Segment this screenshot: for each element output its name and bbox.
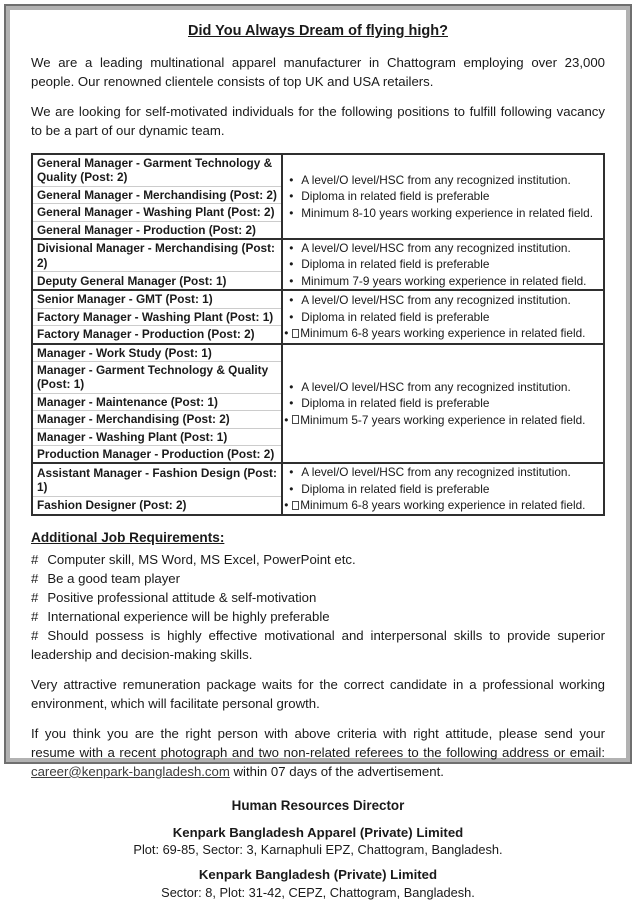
requirement-text: Minimum 6-8 years working experience in related field.: [300, 325, 603, 342]
hash-marker: #: [31, 552, 38, 567]
bullet-icon: •: [283, 481, 301, 498]
requirements-cell: [282, 239, 604, 291]
bullet-icon: •: [283, 292, 301, 309]
positions-cell: [32, 344, 282, 464]
requirement-text: A level/O level/HSC from any recognized institution.: [301, 464, 603, 481]
position-label: Manager - Maintenance (Post: 1): [33, 394, 281, 411]
requirement-text: A level/O level/HSC from any recognized institution.: [301, 379, 603, 396]
bullet-icon: •: [283, 395, 301, 412]
page-title: Did You Always Dream of flying high?: [31, 23, 605, 39]
position-group-row-5: [32, 463, 604, 515]
requirements-cell: [282, 344, 604, 464]
requirements-cell: [282, 463, 604, 515]
position-label: Fashion Designer (Post: 2): [33, 497, 281, 514]
requirement-text: Diploma in related field is preferable: [301, 481, 603, 498]
requirement-text: Diploma in related field is preferable: [301, 256, 603, 273]
position-group-row-4: [32, 344, 604, 464]
requirement-item: [283, 481, 603, 498]
position-label: General Manager - Merchandising (Post: 2): [33, 187, 281, 204]
additional-requirements-list: [31, 550, 605, 664]
position-label: General Manager - Garment Technology & Quality (Post: 2): [33, 155, 281, 187]
apply-text-after-email: within 07 days of the advertisement.: [230, 764, 444, 779]
apply-paragraph: [31, 725, 605, 781]
positions-cell: [32, 290, 282, 343]
requirement-item: [283, 325, 603, 342]
hash-marker: #: [31, 609, 38, 624]
position-group-row-3: [32, 290, 604, 343]
additional-requirement-item: [31, 626, 605, 664]
requirement-item: [283, 273, 603, 290]
missing-glyph-box-icon: [292, 329, 299, 338]
email-link[interactable]: career@kenpark-bangladesh.com: [31, 764, 230, 779]
missing-glyph-box-icon: [292, 415, 299, 424]
requirement-item: [283, 497, 603, 514]
hash-marker: #: [31, 590, 38, 605]
document-frame: [4, 4, 632, 764]
bullet-icon: •: [283, 464, 301, 481]
position-label: Divisional Manager - Merchandising (Post: 2): [33, 240, 281, 272]
position-label: Deputy General Manager (Post: 1): [33, 272, 281, 289]
bullet-icon: •: [283, 412, 292, 429]
position-label: Production Manager - Production (Post: 2): [33, 446, 281, 462]
requirement-item: [283, 464, 603, 481]
positions-cell: [32, 463, 282, 515]
position-label: Manager - Merchandising (Post: 2): [33, 411, 281, 428]
requirement-text: A level/O level/HSC from any recognized institution.: [301, 172, 603, 189]
positions-cell: [32, 154, 282, 239]
requirement-text: Minimum 7-9 years working experience in related field.: [301, 273, 603, 290]
position-label: Manager - Washing Plant (Post: 1): [33, 429, 281, 446]
bullet-icon: •: [283, 273, 301, 290]
document-content: [10, 10, 626, 901]
hash-marker: #: [31, 571, 38, 586]
document-frame-inner: [6, 6, 630, 762]
requirement-text: Minimum 8-10 years working experience in related field.: [301, 205, 603, 222]
requirement-text: A level/O level/HSC from any recognized institution.: [301, 292, 603, 309]
additional-requirement-text: Positive professional attitude & self-motivation: [47, 590, 316, 605]
position-label: Factory Manager - Production (Post: 2): [33, 326, 281, 342]
companies-block: [31, 824, 605, 901]
additional-requirement-text: Computer skill, MS Word, MS Excel, PowerPoint etc.: [47, 552, 355, 567]
company-address: Sector: 8, Plot: 31-42, CEPZ, Chattogram, Bangladesh.: [31, 885, 605, 901]
requirement-item: [283, 292, 603, 309]
intro-paragraph-1: We are a leading multinational apparel manufacturer in Chattogram employing over 23,000 people. Our renowned clientele consists of top UK and USA retailers.: [31, 54, 605, 91]
bullet-icon: •: [283, 325, 292, 342]
requirement-text: Minimum 5-7 years working experience in related field.: [300, 412, 603, 429]
additional-requirement-text: International experience will be highly preferable: [47, 609, 329, 624]
additional-requirement-text: Be a good team player: [47, 571, 180, 586]
position-group-row-2: [32, 239, 604, 291]
position-label: General Manager - Production (Post: 2): [33, 222, 281, 238]
additional-requirement-item: [31, 588, 605, 607]
hash-marker: #: [31, 628, 38, 643]
requirement-item: [283, 309, 603, 326]
bullet-icon: •: [283, 188, 301, 205]
missing-glyph-box-icon: [292, 501, 299, 510]
company-block-2: [31, 866, 605, 901]
position-label: Senior Manager - GMT (Post: 1): [33, 291, 281, 308]
additional-requirements-heading: Additional Job Requirements:: [31, 530, 605, 545]
requirement-item: [283, 412, 603, 429]
bullet-icon: •: [283, 379, 301, 396]
position-group-row-1: [32, 154, 604, 239]
bullet-icon: •: [283, 256, 301, 273]
requirement-item: [283, 205, 603, 222]
requirement-text: Diploma in related field is preferable: [301, 309, 603, 326]
requirement-text: Diploma in related field is preferable: [301, 188, 603, 205]
company-name: Kenpark Bangladesh Apparel (Private) Limited: [31, 824, 605, 841]
requirement-text: A level/O level/HSC from any recognized institution.: [301, 240, 603, 257]
requirement-item: [283, 395, 603, 412]
position-label: Factory Manager - Washing Plant (Post: 1): [33, 309, 281, 326]
bullet-icon: •: [283, 497, 292, 514]
bullet-icon: •: [283, 240, 301, 257]
position-label: Manager - Garment Technology & Quality (Post: 1): [33, 362, 281, 394]
bullet-icon: •: [283, 309, 301, 326]
company-name: Kenpark Bangladesh (Private) Limited: [31, 866, 605, 883]
requirement-text: Diploma in related field is preferable: [301, 395, 603, 412]
additional-requirement-item: [31, 607, 605, 626]
requirements-cell: [282, 290, 604, 343]
bullet-icon: •: [283, 205, 301, 222]
requirement-item: [283, 188, 603, 205]
company-block-1: [31, 824, 605, 859]
requirement-item: [283, 240, 603, 257]
requirement-text: Minimum 6-8 years working experience in related field.: [300, 497, 603, 514]
apply-text-before-email: If you think you are the right person with above criteria with right attitude, please send your resume with a recent photograph and two non-related referees to the following address or email:: [31, 726, 605, 760]
requirement-item: [283, 379, 603, 396]
position-label: Manager - Work Study (Post: 1): [33, 345, 281, 362]
bullet-icon: •: [283, 172, 301, 189]
position-label: Assistant Manager - Fashion Design (Post: 1): [33, 464, 281, 496]
signature: Human Resources Director: [31, 798, 605, 813]
remuneration-paragraph: Very attractive remuneration package waits for the correct candidate in a professional working environment, which will facilitate personal growth.: [31, 676, 605, 713]
requirement-item: [283, 256, 603, 273]
additional-requirement-item: [31, 550, 605, 569]
additional-requirement-item: [31, 569, 605, 588]
requirement-item: [283, 172, 603, 189]
positions-table: [31, 153, 605, 516]
positions-cell: [32, 239, 282, 291]
company-address: Plot: 69-85, Sector: 3, Karnaphuli EPZ, Chattogram, Bangladesh.: [31, 842, 605, 859]
additional-requirement-text: Should possess is highly effective motivational and interpersonal skills to provide superior leadership and decision-making skills.: [31, 628, 605, 662]
requirements-cell: [282, 154, 604, 239]
intro-paragraph-2: We are looking for self-motivated individuals for the following positions to fulfill following vacancy to be a part of our dynamic team.: [31, 103, 605, 140]
position-label: General Manager - Washing Plant (Post: 2): [33, 204, 281, 221]
